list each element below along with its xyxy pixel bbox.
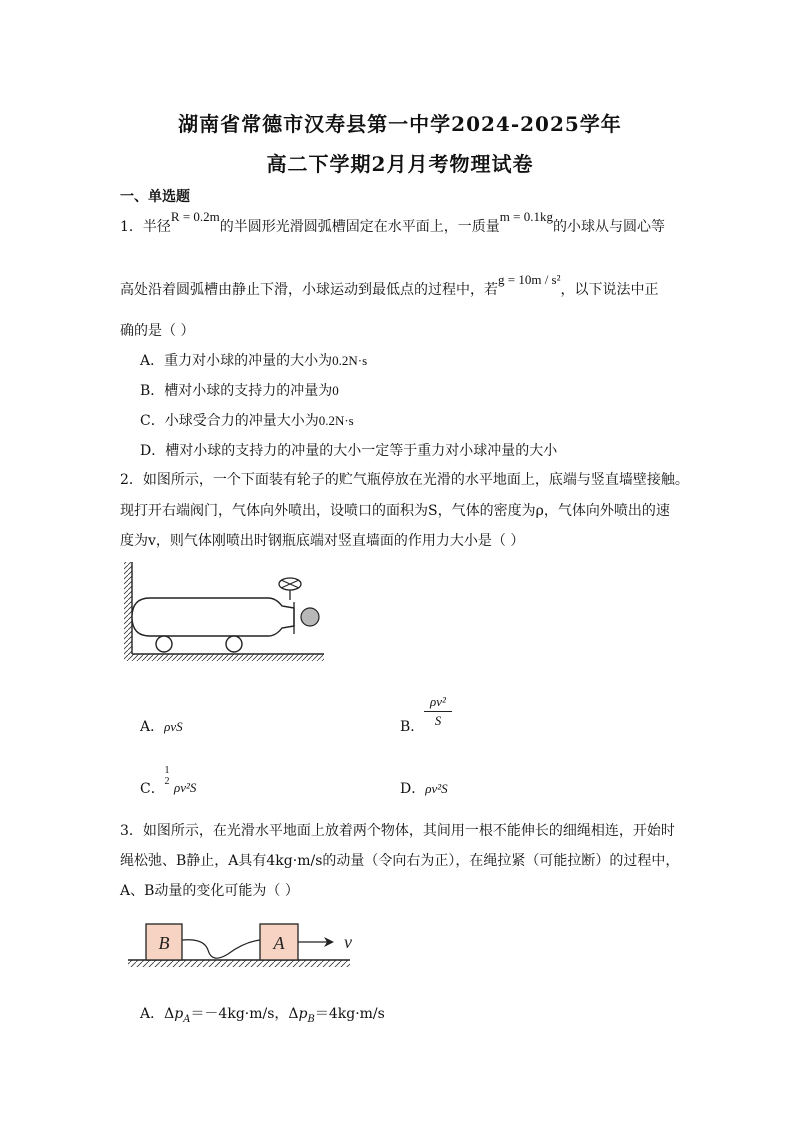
- q1-option-b[interactable]: [140, 380, 339, 400]
- q1-option-b-value: 0: [332, 383, 339, 398]
- q2-option-c[interactable]: [140, 778, 165, 798]
- cylinder-body: [132, 598, 294, 636]
- q1-text-a: 半径: [142, 219, 171, 235]
- q1-option-b-text: B．槽对小球的支持力的冲量为: [140, 383, 333, 399]
- block-a-label: A: [273, 933, 285, 953]
- q1-formula-mass: m = 0.1kg: [499, 209, 553, 224]
- floor-hatch: [128, 960, 350, 967]
- q1-text-d: 高处沿着圆弧槽由静止下滑，小球运动到最低点的过程中，若: [120, 282, 498, 298]
- q1-formula-radius: R = 0.2m: [170, 209, 220, 224]
- gas-cylinder-figure: [118, 560, 333, 662]
- q2-option-d[interactable]: [400, 778, 448, 798]
- slack-rope: [182, 940, 260, 958]
- q1-formula-gravity: g = 10m / s²: [498, 272, 561, 287]
- q1-text-c: 的小球从与圆心等: [553, 219, 665, 235]
- wheel-left: [156, 636, 172, 652]
- nozzle-ball: [301, 608, 319, 626]
- q2-option-c-formula: ρv²S: [174, 780, 197, 795]
- question-3-line2: 绳松弛、B静止，A具有4kg·m/s的动量（令向右为正），在绳拉紧（可能拉断）的过程中，: [120, 853, 680, 869]
- q2-option-d-formula: ρv²S: [425, 781, 448, 796]
- q1-option-c-value: 0.2N·s: [318, 413, 354, 428]
- q1-option-a[interactable]: [140, 350, 367, 370]
- q1-option-a-text: A．重力对小球的冲量的大小为: [140, 353, 333, 369]
- q2-option-a[interactable]: [140, 716, 183, 736]
- document-title-line1: 湖南省常德市汉寿县第一中学2024-2025学年: [178, 112, 622, 136]
- q2-option-c-label: C．: [140, 781, 165, 797]
- q3-option-a[interactable]: A．$\Delta p_A=-4kg\cdot m/s$，$\Delta p_B=4kg\cdot m/s$: [140, 1006, 385, 1025]
- velocity-label: v: [344, 932, 352, 952]
- question-1-line1: [120, 209, 665, 236]
- question-3-line1: 3．如图所示，在光滑水平地面上放着两个物体，其间用一根不能伸长的细绳相连，开始时: [120, 823, 675, 839]
- ground-hatch: [124, 654, 324, 661]
- question-1-line2: [120, 272, 659, 299]
- q1-text-b: 的半圆形光滑圆弧槽固定在水平面上，一质量: [219, 219, 500, 235]
- wall-hatch: [124, 562, 132, 656]
- section-heading: 一、单选题: [120, 189, 190, 205]
- q1-text-e: ，以下说法中正: [560, 282, 659, 298]
- q2-option-d-label: D．: [400, 781, 426, 797]
- q1-option-d[interactable]: D．槽对小球的支持力的冲量的大小一定等于重力对小球冲量的大小: [140, 443, 558, 459]
- q1-option-c-text: C．小球受合力的冲量大小为: [140, 413, 319, 429]
- question-3-line3: A、B动量的变化可能为（ ）: [120, 883, 299, 899]
- question-2-line1: 2．如图所示，一个下面装有轮子的贮气瓶停放在光滑的水平地面上，底端与竖直墙壁接触。: [120, 472, 689, 488]
- q1-option-a-value: 0.2N·s: [332, 353, 368, 368]
- q2-option-c-half-num: 1: [164, 765, 170, 776]
- q2-option-c-half-den: 2: [164, 776, 170, 787]
- q2-option-b-fraction-bar: [424, 711, 452, 712]
- question-2-line2: 现打开右端阀门，气体向外喷出，设喷口的面积为S，气体的密度为ρ，气体向外喷出的速: [120, 503, 670, 519]
- q2-option-c-half: [162, 765, 172, 787]
- q2-option-b-fraction: [424, 694, 452, 729]
- wheel-right: [226, 636, 242, 652]
- q1-option-c[interactable]: [140, 410, 354, 430]
- q2-option-a-formula: ρvS: [164, 719, 183, 734]
- q2-option-a-label: A．: [140, 719, 165, 735]
- question-1-number: 1．: [120, 219, 143, 235]
- q2-option-b-label: B．: [400, 719, 425, 735]
- q2-option-b[interactable]: [400, 716, 424, 736]
- q2-option-b-numerator: ρv²: [430, 694, 446, 709]
- document-title-line2: 高二下学期2月月考物理试卷: [266, 152, 534, 176]
- block-b-label: B: [158, 933, 170, 953]
- q2-option-b-denominator: S: [434, 713, 442, 728]
- question-2-line3: 度为v，则气体刚喷出时钢瓶底端对竖直墙面的作用力大小是（ ）: [120, 533, 525, 549]
- question-1-line3: 确的是（ ）: [120, 323, 195, 339]
- blocks-figure: [124, 920, 364, 970]
